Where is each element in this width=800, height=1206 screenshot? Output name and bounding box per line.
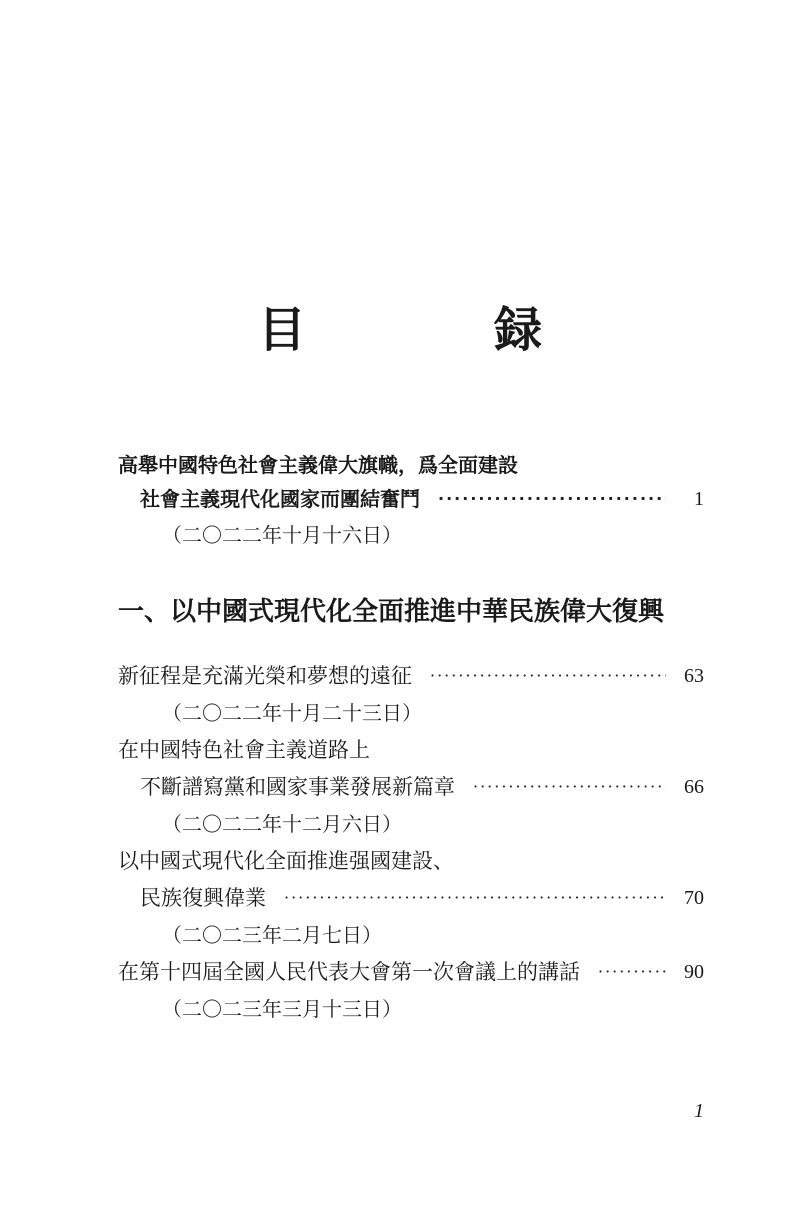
toc-entry-2-title1: 在中國特色社會主義道路上 [118,738,370,762]
toc-entry-2-page: 66 [684,776,704,798]
leader-dots [430,659,666,693]
toc-entry-2-line1 [118,733,704,767]
toc-entry-4[interactable] [118,955,704,989]
page-title: 目 録 [257,302,612,358]
toc-intro-title-text2: 社會主義現代化國家而團結奮鬥 [140,487,420,511]
toc-intro-title-text1: 高舉中國特色社會主義偉大旗幟，爲全面建設 [118,453,518,477]
toc-entry-3-title1: 以中國式現代化全面推進强國建設、 [118,849,454,873]
toc-intro-title-line1 [118,448,704,482]
page-number: 1 [694,1100,704,1122]
toc-entry-3-line1 [118,844,704,878]
toc-entry-2-date-text: （二〇二二年十二月六日） [162,812,402,836]
toc-entry-3-date [162,918,704,952]
toc-intro-page: 1 [694,488,704,510]
toc-intro-date-text: （二〇二二年十月十六日） [162,523,402,547]
toc-entry-3-date-text: （二〇二三年二月七日） [162,923,382,947]
toc-entry-2-line2[interactable] [140,770,704,804]
toc-entry-1-page: 63 [684,665,704,687]
leader-dots [473,770,666,804]
toc-entry-4-page: 90 [684,961,704,983]
toc-entry-1-date-text: （二〇二二年十月二十三日） [162,701,422,725]
toc-entry-4-date-text: （二〇二三年三月十三日） [162,997,402,1021]
toc-entry-1-title: 新征程是充滿光榮和夢想的遠征 [118,664,412,688]
toc-entry-3-title2: 民族復興偉業 [140,886,266,910]
toc-intro-date [162,518,704,552]
toc-entry-4-date [162,992,704,1026]
section-heading-1: 一、以中國式現代化全面推進中華民族偉大復興 [118,597,665,627]
leader-dots [438,482,666,516]
toc-entry-1[interactable] [118,659,704,693]
toc-entry-2-date [162,807,704,841]
leader-dots [284,881,666,915]
toc-entry-3-page: 70 [684,887,704,909]
toc-entry-1-date [162,696,704,730]
toc-entry-2-title2: 不斷譜寫黨和國家事業發展新篇章 [140,775,455,799]
toc-intro-title-line2[interactable] [140,482,704,516]
toc-entry-4-title: 在第十四屆全國人民代表大會第一次會議上的講話 [118,960,580,984]
leader-dots [598,955,666,989]
toc-entry-3-line2[interactable] [140,881,704,915]
